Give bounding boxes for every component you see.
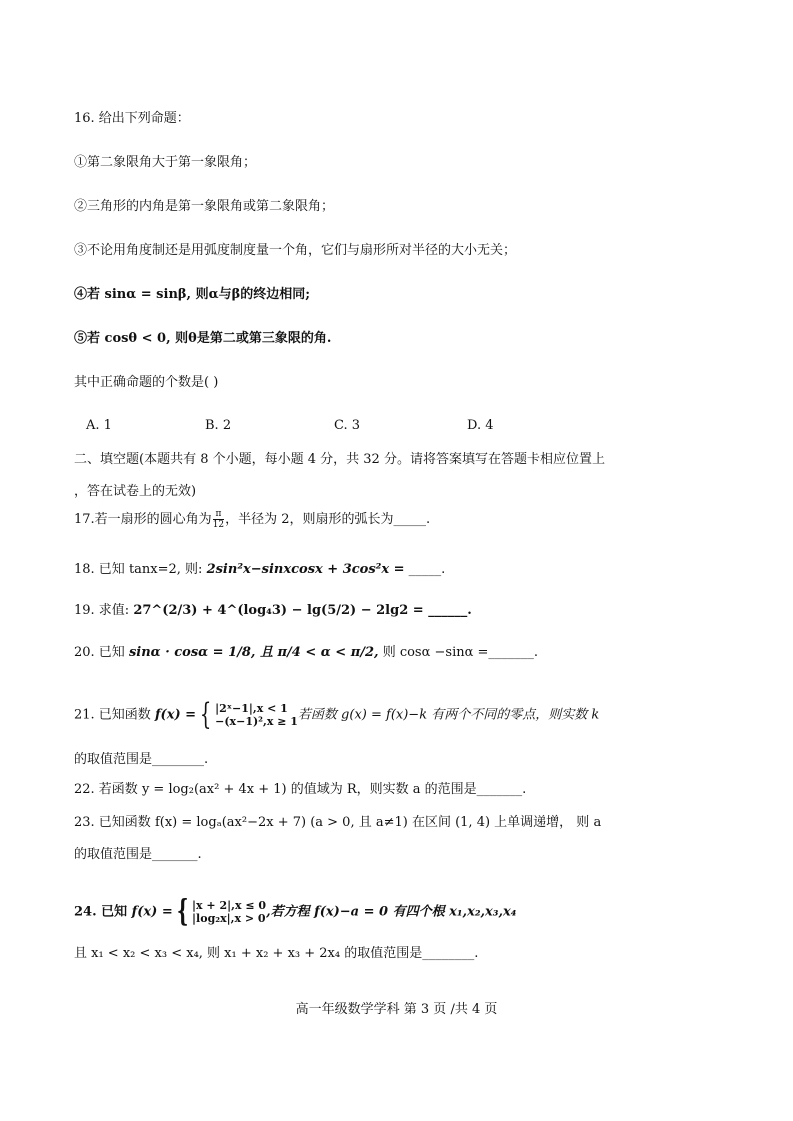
question-24-cont: 且 x₁ < x₂ < x₃ < x₄, 则 x₁ + x₂ + x₃ + 2x₄ 的取值范围是________. — [74, 946, 479, 961]
q16-item-4: ④若 sinα = sinβ, 则α与β的终边相同; — [74, 287, 311, 302]
q18-post: _____. — [404, 562, 446, 577]
q17-post: ，半径为 2，则扇形的弧长为_____. — [225, 512, 431, 527]
q17-frac-num: π — [213, 509, 224, 520]
question-23: 23. 已知函数 f(x) = logₐ(ax²−2x + 7) (a > 0, 且 a≠1) 在区间 (1, 4) 上单调递增， 则 a — [74, 815, 602, 830]
q20-pre: 20. 已知 — [74, 645, 129, 660]
q16-item-5: ⑤若 cosθ < 0, 则θ是第二或第三象限的角. — [74, 331, 332, 346]
question-21-cont: 的取值范围是________. — [74, 752, 209, 767]
q24-case-2: |log₂x|,x > 0 — [192, 912, 266, 925]
section-2-heading-cont: ，答在试卷上的无效) — [74, 484, 197, 499]
q18-expression: 2sin²x−sinxcosx + 3cos²x = — [206, 562, 405, 577]
question-19 — [74, 602, 472, 620]
q21-case-2: −(x−1)²,x ≥ 1 — [215, 715, 298, 728]
question-24 — [74, 894, 517, 929]
q24-mid: ,若方程 f(x)−a = 0 有四个根 x₁,x₂,x₃,x₄ — [266, 904, 517, 920]
section-2-heading: 二、填空题(本题共有 8 个小题，每小题 4 分，共 32 分。请将答案填写在答题卡相应位置上 — [74, 452, 605, 467]
q21-mid: 若函数 g(x) = f(x)−k 有两个不同的零点，则实数 k — [297, 707, 600, 723]
q17-fraction — [213, 509, 224, 530]
q20-post: 则 cosα −sinα =_______. — [378, 645, 539, 660]
q16-item-1: ①第二象限角大于第一象限角； — [74, 155, 257, 170]
q18-pre: 18. 已知 tanx=2, 则: — [74, 562, 207, 577]
q19-expression: 27^(2/3) + 4^(log₄3) − lg(5/2) − 2lg2 = ______. — [133, 603, 472, 618]
page-footer: 高一年级数学学科 第 3 页 /共 4 页 — [295, 1002, 498, 1017]
q16-question: 其中正确命题的个数是( ) — [74, 375, 219, 390]
question-18 — [74, 561, 445, 579]
q24-brace: { — [176, 894, 189, 929]
q21-fx: f(x) = — [154, 707, 197, 723]
question-17 — [74, 509, 430, 530]
q21-cases — [215, 702, 298, 728]
question-21 — [74, 697, 600, 732]
q24-pre: 24. 已知 — [74, 904, 132, 920]
option-d: D. 4 — [467, 418, 494, 433]
q24-fx: f(x) = — [131, 904, 173, 920]
q24-cases — [192, 899, 266, 925]
question-23-cont: 的取值范围是_______. — [74, 847, 202, 862]
q17-frac-den: 12 — [212, 520, 225, 530]
option-c: C. 3 — [334, 418, 361, 433]
question-22: 22. 若函数 y = log₂(ax² + 4x + 1) 的值域为 R，则实数 a 的范围是_______. — [74, 782, 527, 797]
q19-pre: 19. 求值: — [74, 603, 134, 618]
option-b: B. 2 — [205, 418, 232, 433]
q21-brace: { — [199, 697, 212, 732]
q21-case-1: |2ˣ−1|,x < 1 — [215, 702, 288, 715]
option-a: A. 1 — [86, 418, 112, 433]
q20-expression: sinα · cosα = 1/8, 且 π/4 < α < π/2, — [128, 645, 379, 660]
q21-pre: 21. 已知函数 — [74, 707, 155, 723]
question-20 — [74, 644, 538, 662]
question-16-stem: 16. 给出下列命题： — [74, 111, 190, 126]
q17-pre: 17.若一扇形的圆心角为 — [74, 512, 212, 527]
q24-case-1: |x + 2|,x ≤ 0 — [192, 899, 267, 912]
q16-item-3: ③不论用角度制还是用弧度制度量一个角，它们与扇形所对半径的大小无关； — [74, 243, 517, 258]
q16-item-2: ②三角形的内角是第一象限角或第二象限角； — [74, 199, 335, 214]
